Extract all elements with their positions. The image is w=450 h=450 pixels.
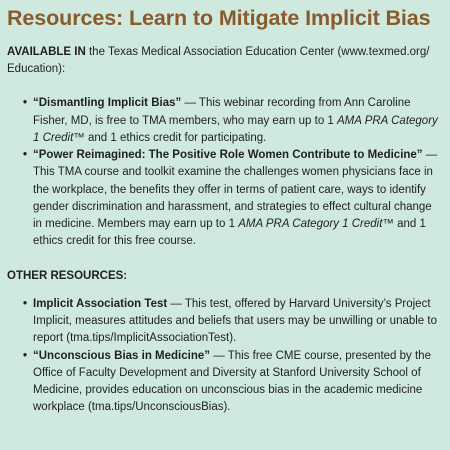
available-list <box>7 95 443 250</box>
other-resources-heading: OTHER RESOURCES: <box>7 269 128 282</box>
list-item <box>23 95 443 147</box>
resource-text: — This webinar recording from Ann Caroline Fisher, MD, is free to TMA members, who may earn up to 1 <box>33 97 411 127</box>
list-item <box>23 348 443 417</box>
resource-text-end: ™ and 1 ethics credit for participating. <box>73 131 267 144</box>
intro-lead: AVAILABLE IN <box>7 45 86 58</box>
page-title: Resources: Learn to Mitigate Implicit Bias <box>7 6 431 30</box>
resource-text: — This free CME course, presented by the Office of Faculty Development and Diversity at Stanford University School of Medicine, provides education on unconscious bias in the academic medicine workplace (tma.tips/UnconsciousBias). <box>33 349 431 414</box>
list-item <box>23 296 443 348</box>
intro-text: the Texas Medical Association Education Center (www.texmed.org/ Education): <box>7 45 430 76</box>
bullet-icon: • <box>23 349 28 362</box>
credit-name: AMA PRA Category 1 Credit <box>33 114 438 144</box>
resource-text: — This TMA course and toolkit examine the challenges women physicians face in the workplace, the benefits they offer in terms of patient care, ways to identify gender discrimination and harassment, and strategies to effect cultural change in medicine. Members may earn up to 1 <box>33 149 438 231</box>
other-list <box>7 296 443 417</box>
credit-name: AMA PRA Category 1 Credit <box>238 218 383 231</box>
bullet-icon: • <box>23 97 28 110</box>
resource-text-end: ™ and 1 ethics credit for this free course. <box>33 218 426 248</box>
resource-name: “Unconscious Bias in Medicine” <box>33 349 211 362</box>
bullet-icon: • <box>23 149 28 162</box>
resource-text: — This test, offered by Harvard University’s Project Implicit, measures attitudes and beliefs that users may be unwilling or unable to report (tma.tips/ImplicitAssociationTest). <box>33 297 437 345</box>
resource-name: Implicit Association Test <box>33 297 168 310</box>
bullet-icon: • <box>23 297 28 310</box>
resource-name: “Power Reimagined: The Positive Role Women Contribute to Medicine” <box>33 149 423 162</box>
list-item <box>23 147 443 251</box>
intro-paragraph <box>7 44 443 79</box>
resource-name: “Dismantling Implicit Bias” <box>33 97 182 110</box>
